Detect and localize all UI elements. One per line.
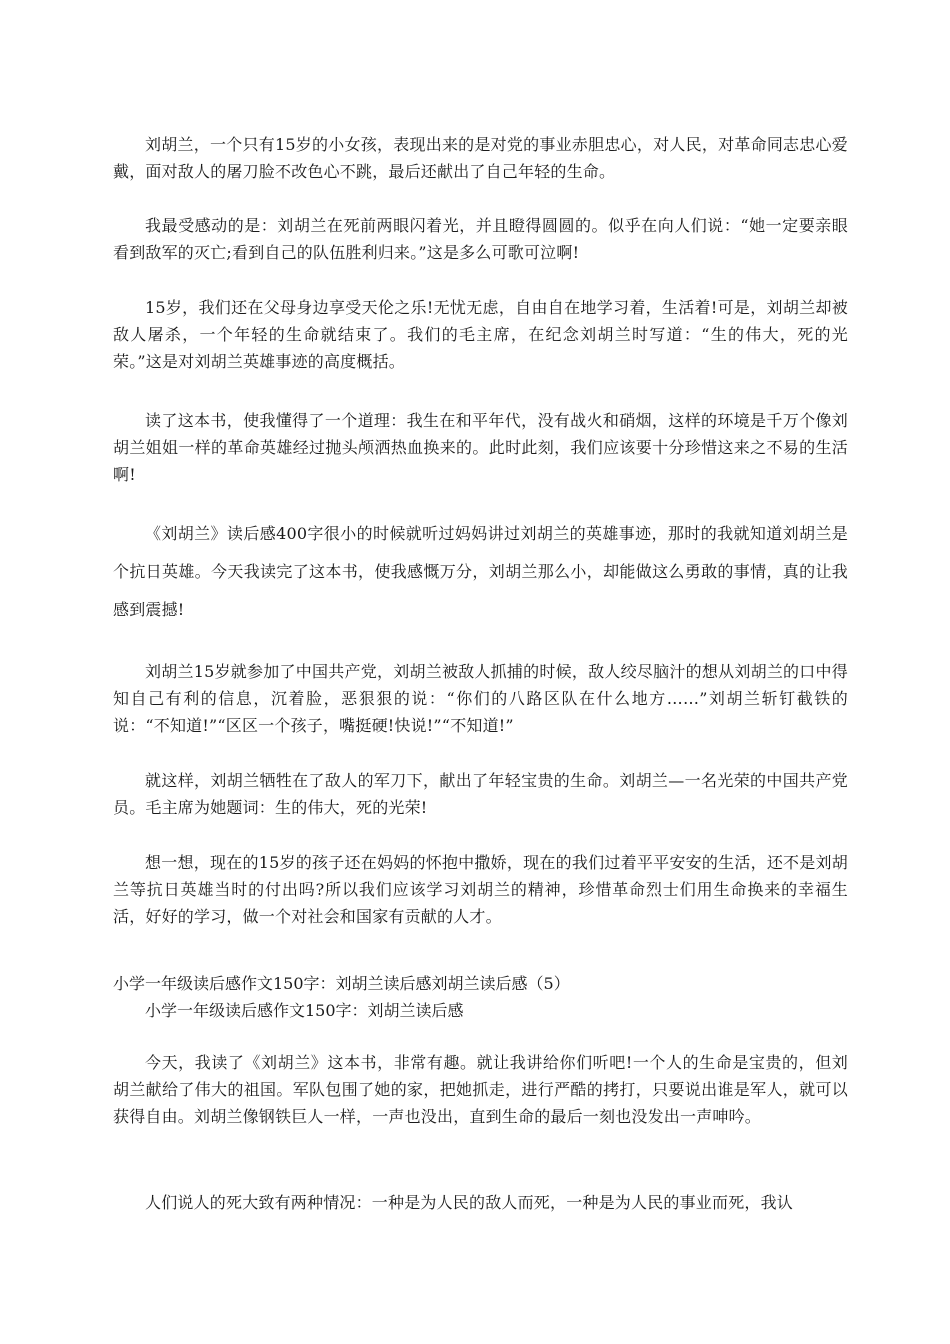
section-paragraph-2: 人们说人的死大致有两种情况：一种是为人民的敌人而死，一种是为人民的事业而死，我认 xyxy=(145,1193,794,1212)
paragraph-7: 就这样，刘胡兰牺牲在了敌人的军刀下，献出了年轻宝贵的生命。刘胡兰—一名光荣的中国共产党员。毛主席为她题词：生的伟大，死的光荣! xyxy=(113,771,848,817)
paragraph-6: 刘胡兰15岁就参加了中国共产党，刘胡兰被敌人抓捕的时候，敌人绞尽脑汁的想从刘胡兰的口中得知自己有利的信息，沉着脸，恶狠狠的说：“你们的八路区队在什么地方……”刘胡兰斩钉截铁的说：“不知道!”“区区一个孩子，嘴挺硬!快说!”“不知道!” xyxy=(113,662,848,735)
paragraph-8: 想一想，现在的15岁的孩子还在妈妈的怀抱中撒娇，现在的我们过着平平安安的生活，还不是刘胡兰等抗日英雄当时的付出吗?所以我们应该学习刘胡兰的精神，珍惜革命烈士们用生命换来的幸福生活，好好的学习，做一个对社会和国家有贡献的人才。 xyxy=(113,853,848,926)
paragraph-3: 15岁，我们还在父母身边享受天伦之乐!无忧无虑，自由自在地学习着，生活着!可是，刘胡兰却被敌人屠杀，一个年轻的生命就结束了。我们的毛主席，在纪念刘胡兰时写道：“生的伟大，死的光荣。”这是对刘胡兰英雄事迹的高度概括。 xyxy=(113,298,848,371)
section-paragraph-1: 今天，我读了《刘胡兰》这本书，非常有趣。就让我讲给你们听吧!一个人的生命是宝贵的，但刘胡兰献给了伟大的祖国。军队包围了她的家，把她抓走，进行严酷的拷打，只要说出谁是军人，就可以获得自由。刘胡兰像钢铁巨人一样，一声也没出，直到生命的最后一刻也没发出一声呻吟。 xyxy=(113,1053,848,1126)
paragraph-4: 读了这本书，使我懂得了一个道理：我生在和平年代，没有战火和硝烟，这样的环境是千万个像刘胡兰姐姐一样的革命英雄经过抛头颅洒热血换来的。此时此刻，我们应该要十分珍惜这来之不易的生活啊! xyxy=(113,411,848,484)
paragraph-2: 我最受感动的是：刘胡兰在死前两眼闪着光，并且瞪得圆圆的。似乎在向人们说：“她一定要亲眼看到敌军的灭亡;看到自己的队伍胜利归来。”这是多么可歌可泣啊! xyxy=(113,216,848,262)
section-subtitle: 小学一年级读后感作文150字：刘胡兰读后感 xyxy=(145,1001,464,1020)
paragraph-1: 刘胡兰，一个只有15岁的小女孩，表现出来的是对党的事业赤胆忠心，对人民，对革命同志忠心爱戴，面对敌人的屠刀脸不改色心不跳，最后还献出了自己年轻的生命。 xyxy=(113,135,848,181)
paragraph-5: 《刘胡兰》读后感400字很小的时候就听过妈妈讲过刘胡兰的英雄事迹，那时的我就知道刘胡兰是个抗日英雄。今天我读完了这本书，使我感慨万分，刘胡兰那么小，却能做这么勇敢的事情，真的让我感到震撼! xyxy=(113,524,848,619)
section-title: 小学一年级读后感作文150字：刘胡兰读后感刘胡兰读后感（5） xyxy=(113,974,570,993)
